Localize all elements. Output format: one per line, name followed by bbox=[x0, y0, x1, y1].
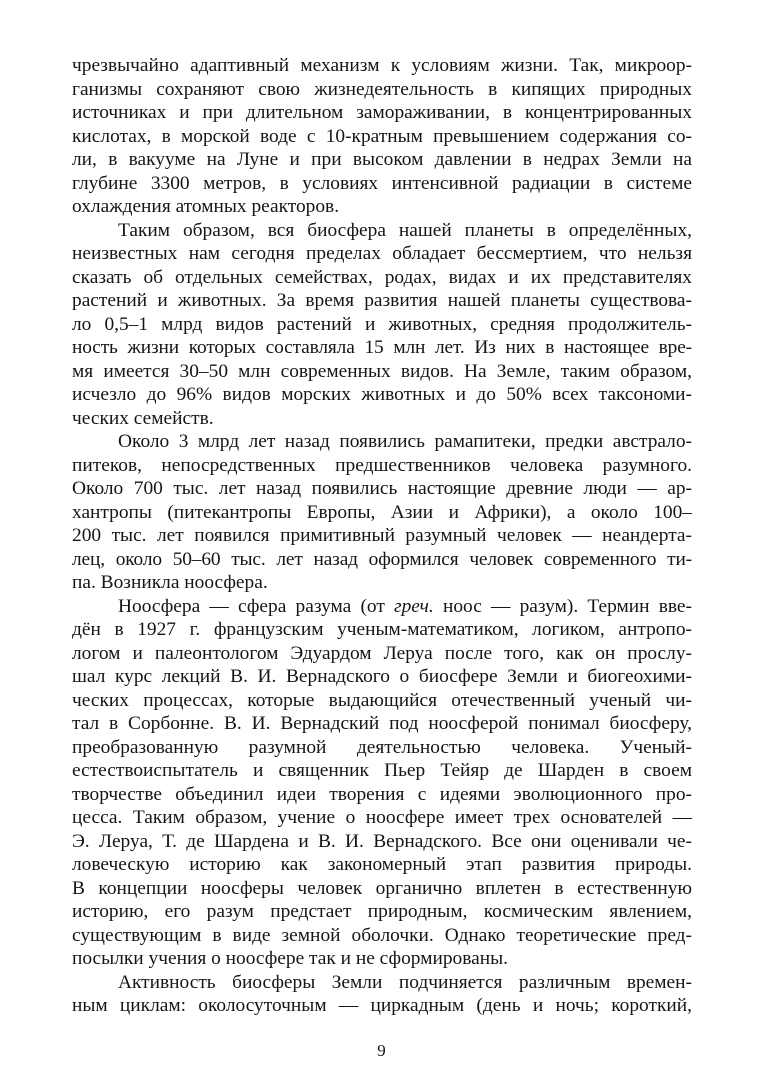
text-line: тал в Сорбонне. В. И. Вернадский под ноосферой понимал биосферу, bbox=[72, 713, 692, 734]
text-line: Э. Леруа, Т. де Шардена и В. И. Вернадского. Все они оценивали че- bbox=[72, 830, 692, 852]
text-line: ческих процессах, которые выдающийся отечественный ученый чи- bbox=[72, 689, 692, 711]
text-line: ло 0,5–1 млрд видов растений и животных, средняя продолжитель- bbox=[72, 313, 692, 335]
text-line: чрезвычайно адаптивный механизм к условиям жизни. Так, микроор- bbox=[72, 55, 692, 76]
text-line: исчезло до 96% видов морских животных и до 50% всех таксономи- bbox=[72, 384, 692, 405]
text-line: Таким образом, вся биосфера нашей планеты в определённых, bbox=[118, 219, 692, 241]
paragraph bbox=[72, 595, 692, 971]
paragraph bbox=[72, 971, 692, 1018]
text-line: ли, в вакууме на Луне и при высоком давлении в недрах Земли на bbox=[72, 149, 692, 170]
text-line: лец, около 50–60 тыс. лет назад оформился человек современного ти- bbox=[72, 548, 692, 570]
text-line: мя имеется 30–50 млн современных видов. На Земле, таким образом, bbox=[72, 360, 692, 382]
text-line: Около 700 тыс. лет назад появились настоящие древние люди — ар- bbox=[72, 478, 692, 499]
text-line: растений и животных. За время развития нашей планеты существова- bbox=[72, 290, 692, 311]
text-line: творчестве объединил идеи творения с идеями эволюционного про- bbox=[72, 783, 692, 805]
text-line: посылки учения о ноосфере так и не сформированы. bbox=[72, 948, 508, 969]
text-line: ность жизни которых составляла 15 млн лет. Из них в настоящее вре- bbox=[72, 337, 692, 358]
text-line: глубине 3300 метров, в условиях интенсивной радиации в системе bbox=[72, 172, 692, 194]
page-number: 9 bbox=[377, 1041, 386, 1060]
text-fragment: ноос — разум). Термин вве- bbox=[433, 595, 692, 617]
text-fragment: Ноосфера — сфера разума (от bbox=[118, 595, 395, 617]
text-line: сказать об отдельных семействах, родах, видах и их представителях bbox=[72, 266, 692, 288]
text-line: источниках и при длительном замораживании, в концентрированных bbox=[72, 102, 692, 123]
text-line: питеков, непосредственных предшественников человека разумного. bbox=[72, 454, 692, 476]
text-line: 200 тыс. лет появился примитивный разумный человек — неандерта- bbox=[72, 525, 692, 546]
text-line: существующим в виде земной оболочки. Однако теоретические пред- bbox=[72, 924, 692, 946]
italic-abbreviation: греч. bbox=[394, 595, 434, 617]
paragraph bbox=[72, 54, 692, 219]
text-line: Активность биосферы Земли подчиняется различным времен- bbox=[118, 971, 692, 993]
text-line: кислотах, в морской воде с 10-кратным превышением содержания со- bbox=[72, 125, 692, 147]
text-line: естествоиспытатель и священник Пьер Тейяр де Шарден в своем bbox=[72, 760, 692, 781]
text-line: ловеческую историю как закономерный этап развития природы. bbox=[72, 854, 692, 875]
text-line: ганизмы сохраняют свою жизнедеятельность в кипящих природных bbox=[72, 78, 692, 100]
paragraph bbox=[72, 430, 692, 595]
text-line: В концепции ноосферы человек органично вплетен в естественную bbox=[72, 877, 692, 899]
text-line: па. Возникла ноосфера. bbox=[72, 572, 268, 593]
text-line: неизвестных нам сегодня пределах обладает бессмертием, что нельзя bbox=[72, 243, 692, 264]
text-line: историю, его разум предстает природным, космическим явлением, bbox=[72, 901, 692, 922]
text-line: охлаждения атомных реакторов. bbox=[72, 196, 340, 217]
paragraph bbox=[72, 219, 692, 431]
text-line bbox=[72, 595, 692, 619]
text-line: дён в 1927 г. французским ученым-математиком, логиком, антропо- bbox=[72, 619, 692, 640]
text-line: логом и палеонтологом Эдуардом Леруа после того, как он прослу- bbox=[72, 642, 692, 664]
body-text bbox=[72, 54, 692, 1018]
text-line: ческих семейств. bbox=[72, 407, 214, 429]
text-line: преобразованную разумной деятельностью человека. Ученый- bbox=[72, 736, 692, 758]
text-line: Около 3 млрд лет назад появились рамапитеки, предки австрало- bbox=[118, 431, 692, 452]
text-line: цесса. Таким образом, учение о ноосфере имеет трех основателей — bbox=[72, 807, 692, 828]
text-line: хантропы (питекантропы Европы, Азии и Африки), а около 100– bbox=[72, 501, 692, 523]
text-line: ным циклам: околосуточным — циркадным (день и ночь; короткий, bbox=[72, 995, 692, 1016]
text-line: шал курс лекций В. И. Вернадского о биосфере Земли и биогеохими- bbox=[72, 666, 692, 687]
